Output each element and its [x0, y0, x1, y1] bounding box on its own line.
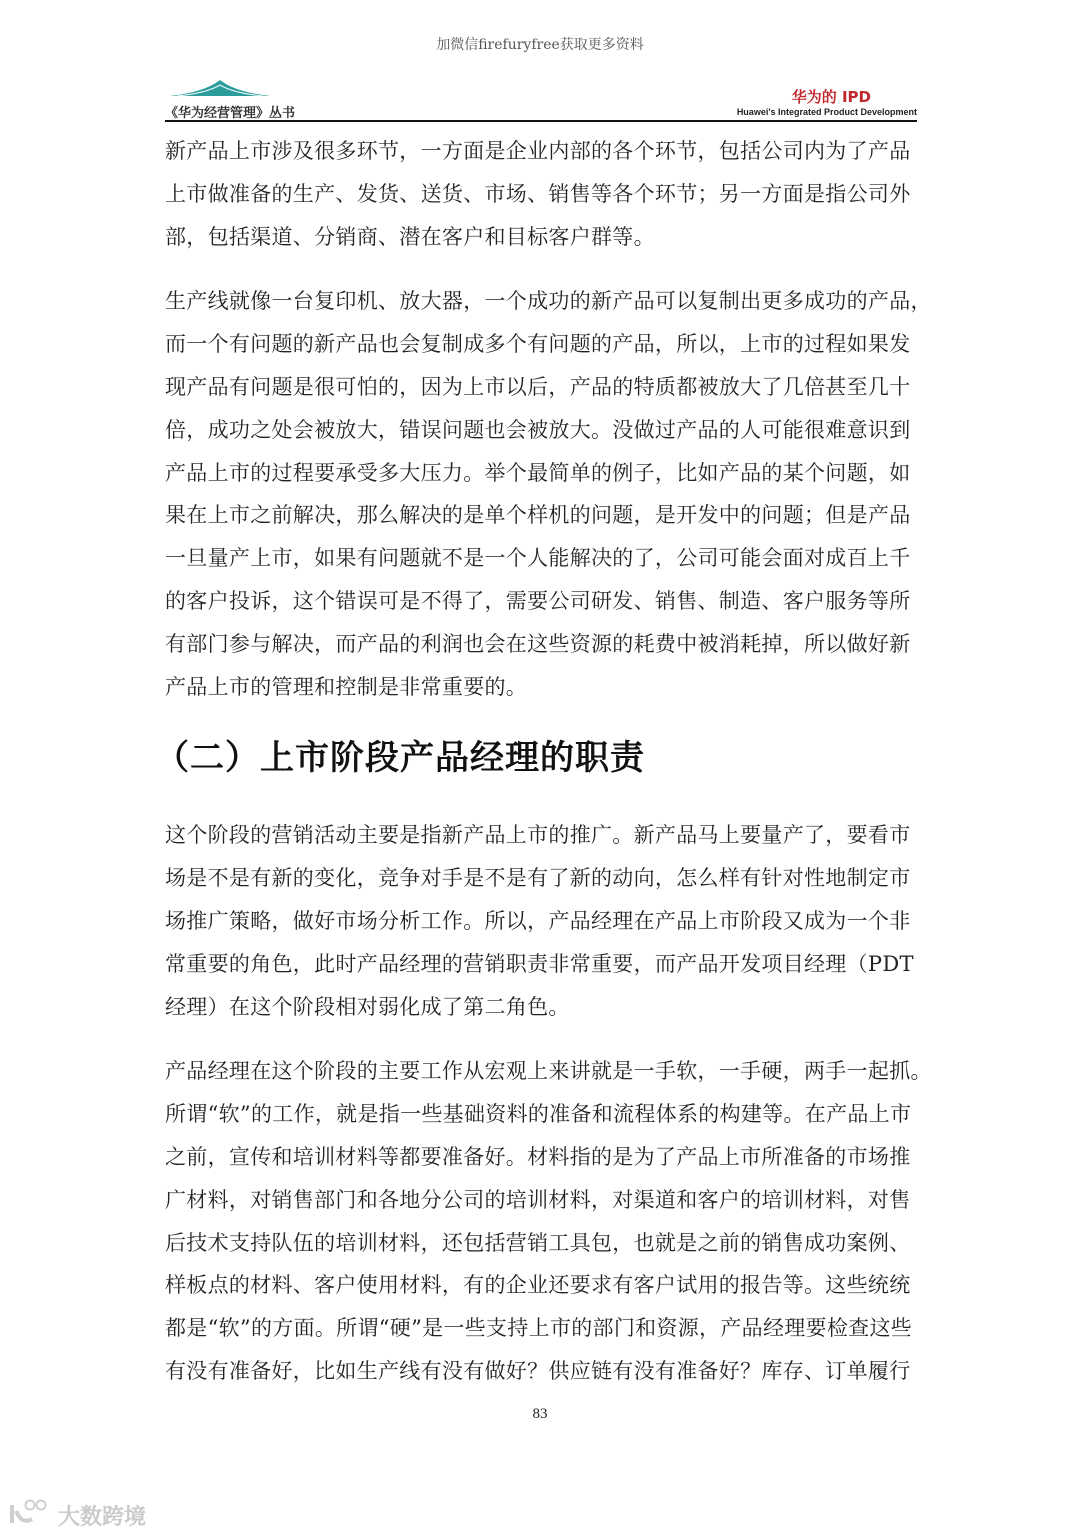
text-line: 场推广策略，做好市场分析工作。所以，产品经理在产品上市阶段又成为一个非: [165, 908, 911, 933]
paragraph: [165, 130, 917, 258]
text-line: 产品经理在这个阶段的主要工作从宏观上来讲就是一手软，一手硬，两手一起抓。: [165, 1059, 932, 1084]
text-line: 常重要的角色，此时产品经理的营销职责非常重要，而产品开发项目经理（PDT: [165, 951, 914, 976]
section-heading: （二）上市阶段产品经理的职责: [155, 738, 645, 779]
corner-watermark: [8, 1497, 146, 1533]
page-header: [165, 78, 917, 122]
text-line: 新产品上市涉及很多环节，一方面是企业内部的各个环节，包括公司内为了产品: [165, 139, 911, 163]
paragraph: [165, 280, 932, 708]
text-line: 经理）在这个阶段相对弱化成了第二角色。: [165, 994, 570, 1019]
paragraph: [165, 1050, 932, 1392]
text-line: 有没有准备好，比如生产线有没有做好？供应链有没有准备好？库存、订单履行: [165, 1358, 911, 1383]
text-line: 现产品有问题是很可怕的，因为上市以后，产品的特质都被放大了几倍甚至几十: [165, 374, 911, 399]
text-line: 产品上市的管理和控制是非常重要的。: [165, 674, 528, 699]
text-line: 这个阶段的营销活动主要是指新产品上市的推广。新产品马上要量产了，要看市: [165, 823, 911, 848]
brand-subtitle: Huawei's Integrated Product Development: [736, 107, 917, 117]
text-line: 样板点的材料、客户使用材料，有的企业还要求有客户试用的报告等。这些统统: [165, 1273, 911, 1298]
text-line: 生产线就像一台复印机、放大器，一个成功的新产品可以复制出更多成功的产品，: [165, 289, 932, 314]
text-line: 场是不是有新的变化，竞争对手是不是有了新的动向，怎么样有针对性地制定市: [165, 866, 911, 891]
text-line: 果在上市之前解决，那么解决的是单个样机的问题，是开发中的问题；但是产品: [165, 503, 911, 528]
text-line: 的客户投诉，这个错误可是不得了，需要公司研发、销售、制造、客户服务等所: [165, 588, 911, 613]
text-line: 上市做准备的生产、发货、送货、市场、销售等各个环节；另一方面是指公司外: [165, 181, 911, 206]
text-line: 都是“软”的方面。所谓“硬”是一些支持上市的部门和资源，产品经理要检查这些: [165, 1316, 913, 1341]
text-line: 所谓“软”的工作，就是指一些基础资料的准备和流程体系的构建等。在产品上市: [165, 1102, 912, 1127]
text-line: 有部门参与解决，而产品的利润也会在这些资源的耗费中被消耗掉，所以做好新: [165, 631, 911, 656]
brand-block: [737, 88, 917, 118]
header-divider: [165, 120, 917, 122]
text-line: 倍，成功之处会被放大，错误问题也会被放大。没做过产品的人可能很难意识到: [165, 417, 911, 442]
series-title: 《华为经营管理》丛书: [165, 106, 296, 121]
paragraph: [165, 814, 917, 1028]
top-watermark: 加微信firefuryfree获取更多资料: [436, 37, 644, 53]
logo-100-icon: [8, 1497, 52, 1533]
text-line: 而一个有问题的新产品也会复制成多个有问题的产品，所以，上市的过程如果发: [165, 332, 911, 357]
text-line: 之前，宣传和培训材料等都要准备好。材料指的是为了产品上市所准备的市场推: [165, 1144, 911, 1169]
text-line: 广材料，对销售部门和各地分公司的培训材料，对渠道和客户的培训材料，对售: [165, 1187, 911, 1212]
mountain-logo-icon: [165, 78, 275, 98]
text-line: 部，包括渠道、分销商、潜在客户和目标客户群等。: [165, 224, 655, 249]
page-body: [155, 130, 932, 1415]
brand-title: 华为的 IPD: [791, 88, 871, 106]
page-number: 83: [532, 1406, 548, 1422]
text-line: 一旦量产上市，如果有问题就不是一个人能解决的了，公司可能会面对成百上千: [165, 546, 911, 571]
text-line: 后技术支持队伍的培训材料，还包括营销工具包，也就是之前的销售成功案例、: [165, 1230, 911, 1255]
corner-watermark-text: 大数跨境: [58, 1504, 147, 1530]
text-line: 产品上市的过程要承受多大压力。举个最简单的例子，比如产品的某个问题，如: [165, 460, 911, 485]
